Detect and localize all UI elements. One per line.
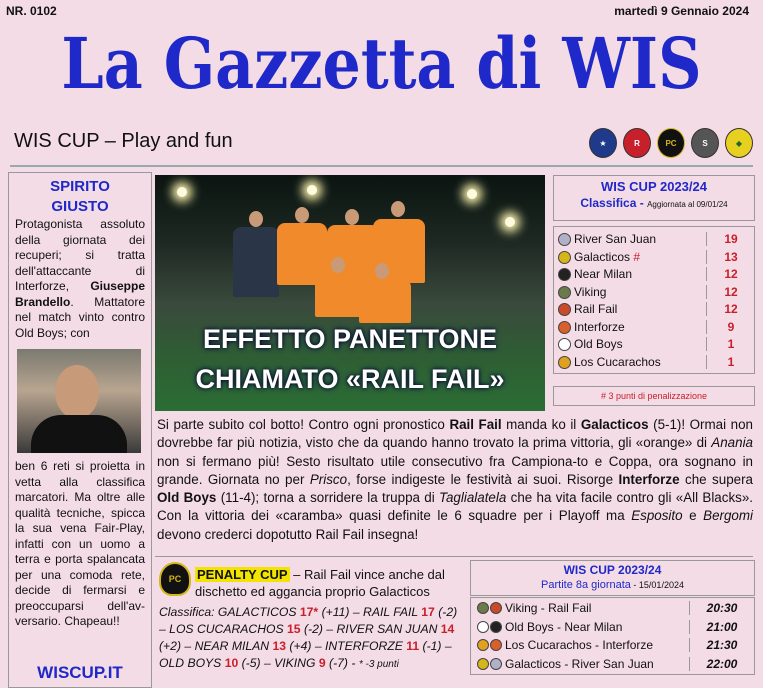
- team-crest-icon: [558, 356, 571, 369]
- pc-team-points: 15: [287, 622, 301, 636]
- section-divider: [155, 556, 753, 557]
- standings-team-name: Interforze: [574, 319, 625, 334]
- schedule-header: [470, 560, 755, 596]
- pc-team-name: RAIL FAIL: [363, 605, 422, 619]
- pc-team-points: 17*: [299, 605, 319, 619]
- shirt-shape: [31, 415, 127, 453]
- standings-team-name: Galacticos #: [574, 249, 641, 264]
- home-team-crest-icon: [477, 602, 489, 614]
- penalty-cup-logo-icon: PC: [159, 562, 191, 596]
- standings-points: 1: [706, 355, 755, 369]
- pc-team-diff: (+2) –: [159, 639, 195, 653]
- standings-row: [554, 284, 754, 301]
- sidebar-text-top: Protagonista assoluto della giornata dei recuperi; si tratta dell'attaccante di Interforze, Giuseppe Brandello. Mattatore nel match vinto contro Old Boys; con: [15, 217, 145, 340]
- standings-subtitle: Classifica - Aggiornata al 09/01/24: [580, 196, 728, 210]
- standings-points: 19: [706, 232, 755, 246]
- standings-points: 1: [706, 337, 755, 351]
- standings-row: [554, 266, 754, 283]
- match-name: Los Cucarachos - Interforze: [505, 638, 654, 652]
- pc-team-diff: (+4) –: [286, 639, 325, 653]
- pc-team-name: VIKING: [274, 656, 319, 670]
- standings-row: [554, 249, 754, 266]
- away-team-crest-icon: [490, 602, 502, 614]
- pc-team-name: GALACTICOS: [217, 605, 300, 619]
- player-body: [359, 279, 411, 323]
- stadium-light: [307, 185, 317, 195]
- issue-number: NR. 0102: [6, 4, 57, 18]
- player-head: [249, 211, 263, 227]
- team-crest-icon: [558, 338, 571, 351]
- away-team-crest-icon: [490, 658, 502, 670]
- pc-team-points: 14: [440, 622, 455, 636]
- stadium-light: [177, 187, 187, 197]
- stadium-light: [505, 217, 515, 227]
- real-logo-icon: R: [623, 128, 651, 158]
- penalty-cup-headline: PENALTY CUP – Rail Fail vince anche dal dischetto ed aggancia proprio Galacticos: [195, 567, 445, 599]
- team-crest-icon: [558, 233, 571, 246]
- photo-headline-line2: CHIAMATO «RAIL FAIL»: [195, 364, 505, 394]
- pc-team-diff: (-2) –: [300, 622, 337, 636]
- sidebar-text-bottom: ben 6 reti si proietta in vetta alla classifica marcatori. Ma oltre alle qualità tecniche, spicca la sua vena Fair-Play, infatti con un uomo a terra e porta spalancata per una comoda rete, decide di fermarsi e preoccuparsi dell'av-versario. Chapeau!!: [15, 459, 145, 628]
- standings-points: 12: [706, 302, 755, 316]
- player-portrait-photo: [17, 349, 141, 453]
- face-shape: [55, 365, 99, 419]
- issue-date: martedì 9 Gennaio 2024: [614, 4, 749, 18]
- schedule-row: [471, 636, 754, 655]
- schedule-row: [471, 618, 754, 637]
- pc-team-points: 11: [406, 639, 420, 653]
- pc-team-points: 9: [318, 656, 326, 670]
- sidebar-title: SPIRITO GIUSTO: [50, 178, 110, 215]
- team-crest-icon: [558, 321, 571, 334]
- team-crest-icon: [558, 251, 571, 264]
- standings-row: [554, 231, 754, 248]
- penalty-note: # 3 punti di penalizzazione: [553, 386, 755, 406]
- photo-headline-line1: EFFETTO PANETTONE: [202, 324, 498, 354]
- standings-row: [554, 354, 754, 371]
- pc-team-diff: (-2) –: [159, 605, 458, 636]
- penalty-cup-standings: [159, 604, 459, 673]
- team-crest-icon: [558, 268, 571, 281]
- pc-team-name: INTERFORZE: [324, 639, 407, 653]
- match-name: Old Boys - Near Milan: [505, 619, 623, 634]
- pc-team-diff: (-1) –: [419, 639, 452, 653]
- standings-header: [553, 175, 755, 221]
- wis-cup-logo-icon: ★: [589, 128, 617, 158]
- home-team-crest-icon: [477, 658, 489, 670]
- schedule-table: [470, 597, 755, 675]
- home-team-crest-icon: [477, 639, 489, 651]
- main-article: Si parte subito col botto! Contro ogni pronostico Rail Fail manda ko il Galacticos (5-1)! Ormai non dovrebbe far più notizia, visto che da quando hanno trovato la prima vittoria, gli «orange» di Anania non si fermano più! Sesto risultato utile consecutivo fra Campiona-to e Coppa, ora sognano in grande. Giornata no per Prisco, forse indigeste le festività ai suoi. Risorge Interforze che supera Old Boys (11-4); torna a sorridere la truppa di Taglialatela che ha vita facile contro gli «All Blacks». Con la vittoria dei «caramba» quasi definite le 6 squadre per i Playoff ma Esposito e Bergomi devono crederci dopotutto Rail Fail insegna!: [157, 417, 754, 542]
- tagline: WIS CUP – Play and fun: [14, 130, 233, 152]
- player-head: [295, 207, 309, 223]
- match-name: Galacticos - River San Juan: [505, 656, 654, 671]
- player-body: [233, 227, 279, 297]
- standings-row: [554, 319, 754, 336]
- pc-team-points: 10: [224, 656, 239, 670]
- pc-team-diff: (-5) –: [238, 656, 275, 670]
- standings-team-name: River San Juan: [574, 232, 657, 246]
- header-divider: [10, 165, 753, 167]
- pc-team-points: 13: [272, 639, 287, 653]
- standings-points: 12: [706, 267, 755, 281]
- classifica-label: Classifica:: [159, 605, 218, 619]
- standings-title: WIS CUP 2023/24: [601, 179, 707, 194]
- player-head: [345, 209, 359, 225]
- pc-logo-icon: PC: [657, 128, 685, 158]
- match-name: Viking - Rail Fail: [505, 601, 592, 615]
- team-crest-icon: [558, 303, 571, 316]
- brasil-logo-icon: ◆: [725, 128, 753, 158]
- team-logos: [589, 128, 753, 158]
- schedule-subtitle: Partite 8a giornata - 15/01/2024: [541, 579, 684, 591]
- pc-team-points: 17: [421, 605, 435, 619]
- player-body: [315, 273, 363, 317]
- home-team-crest-icon: [477, 621, 489, 633]
- pc-team-name: LOS CUCARACHOS: [169, 622, 288, 636]
- player-head: [375, 263, 389, 279]
- super-logo-icon: S: [691, 128, 719, 158]
- player-head: [331, 257, 345, 273]
- match-time: 22:00: [689, 657, 754, 671]
- standings-points: 13: [706, 250, 755, 264]
- standings-row: [554, 301, 754, 318]
- pc-team-diff: (+11) –: [318, 605, 364, 619]
- schedule-title: WIS CUP 2023/24: [563, 563, 662, 577]
- standings-table: [553, 226, 755, 374]
- pc-team-name: RIVER SAN JUAN: [336, 622, 441, 636]
- team-photo: [155, 175, 545, 411]
- player-head: [391, 201, 405, 217]
- away-team-crest-icon: [490, 621, 502, 633]
- standings-team-name: Viking: [574, 284, 607, 299]
- standings-points: 12: [706, 285, 755, 299]
- pc-team-diff: (-7) -: [325, 656, 359, 670]
- match-time: 20:30: [689, 601, 754, 615]
- team-crest-icon: [558, 286, 571, 299]
- away-team-crest-icon: [490, 639, 502, 651]
- sidebar-column: [8, 172, 152, 688]
- match-time: 21:00: [689, 620, 754, 634]
- website-link[interactable]: WISCUP.IT: [37, 663, 123, 682]
- match-time: 21:30: [689, 638, 754, 652]
- pc-team-name: NEAR MILAN: [194, 639, 273, 653]
- pc-footnote: * -3 punti: [358, 659, 399, 670]
- masthead-title: La Gazzetta di WIS: [61, 22, 702, 105]
- standings-team-name: Los Cucarachos: [574, 354, 661, 369]
- penalty-mark: #: [630, 249, 641, 264]
- pc-team-name: OLD BOYS: [159, 656, 225, 670]
- schedule-row: [471, 655, 754, 674]
- stadium-light: [467, 189, 477, 199]
- penalty-cup-section: [155, 560, 463, 684]
- standings-team-name: Near Milan: [574, 267, 633, 281]
- standings-team-name: Old Boys: [574, 337, 623, 351]
- schedule-row: [471, 599, 754, 618]
- standings-row: [554, 336, 754, 353]
- standings-team-name: Rail Fail: [574, 302, 618, 316]
- standings-points: 9: [706, 320, 755, 334]
